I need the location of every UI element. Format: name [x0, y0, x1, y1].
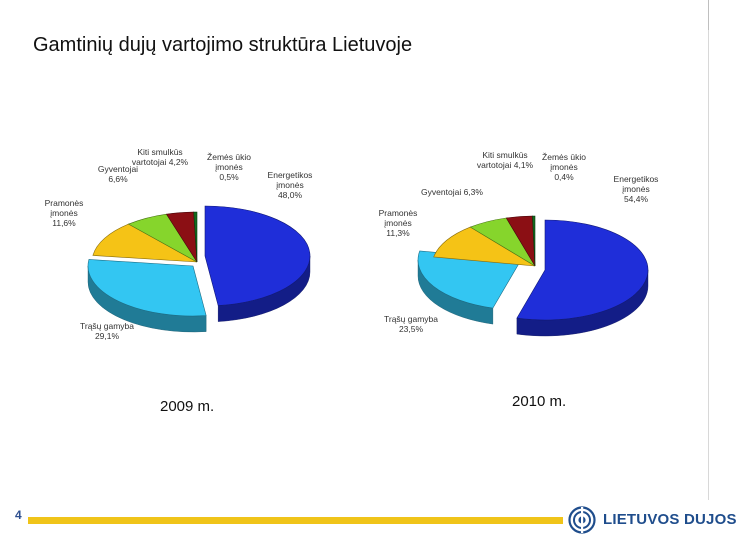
slice-label-kiti: Kiti smulkūs vartotojai 4,1%	[476, 150, 534, 170]
footer-accent-bar	[28, 517, 563, 524]
slice-label-gyventojai: Gyventojai 6,6%	[97, 164, 139, 184]
pie-chart-1	[379, 150, 659, 336]
slice-label-pramones: Pramonės įmonės 11,3%	[378, 208, 418, 238]
slice-label-gyventojai: Gyventojai 6,3%	[421, 187, 483, 197]
page-number: 4	[15, 508, 22, 522]
slice-label-trasu: Trąšų gamyba 23,5%	[383, 314, 439, 334]
year-label-2010: 2010 m.	[512, 393, 567, 410]
slice-label-zemes: Žemės ūkio įmonės 0,5%	[207, 152, 251, 182]
brand-name: LIETUVOS DUJOS	[603, 511, 737, 528]
slice-label-energetikos: Energetikos įmonės 54,4%	[613, 174, 659, 204]
pie-chart-0	[45, 147, 313, 341]
lietuvos-dujos-logo-icon	[568, 506, 598, 534]
slice-label-trasu: Trąšų gamyba 29,1%	[79, 321, 135, 341]
slice-label-kiti: Kiti smulkūs vartotojai 4,2%	[131, 147, 189, 167]
slice-label-energetikos: Energetikos įmonės 48,0%	[267, 170, 313, 200]
slice-label-zemes: Žemės ūkio įmonės 0,4%	[542, 152, 586, 182]
year-label-2009: 2009 m.	[160, 398, 215, 415]
slide-title: Gamtinių dujų vartojimo struktūra Lietuvoje	[33, 34, 413, 56]
slice-label-pramones: Pramonės įmonės 11,6%	[44, 198, 84, 228]
